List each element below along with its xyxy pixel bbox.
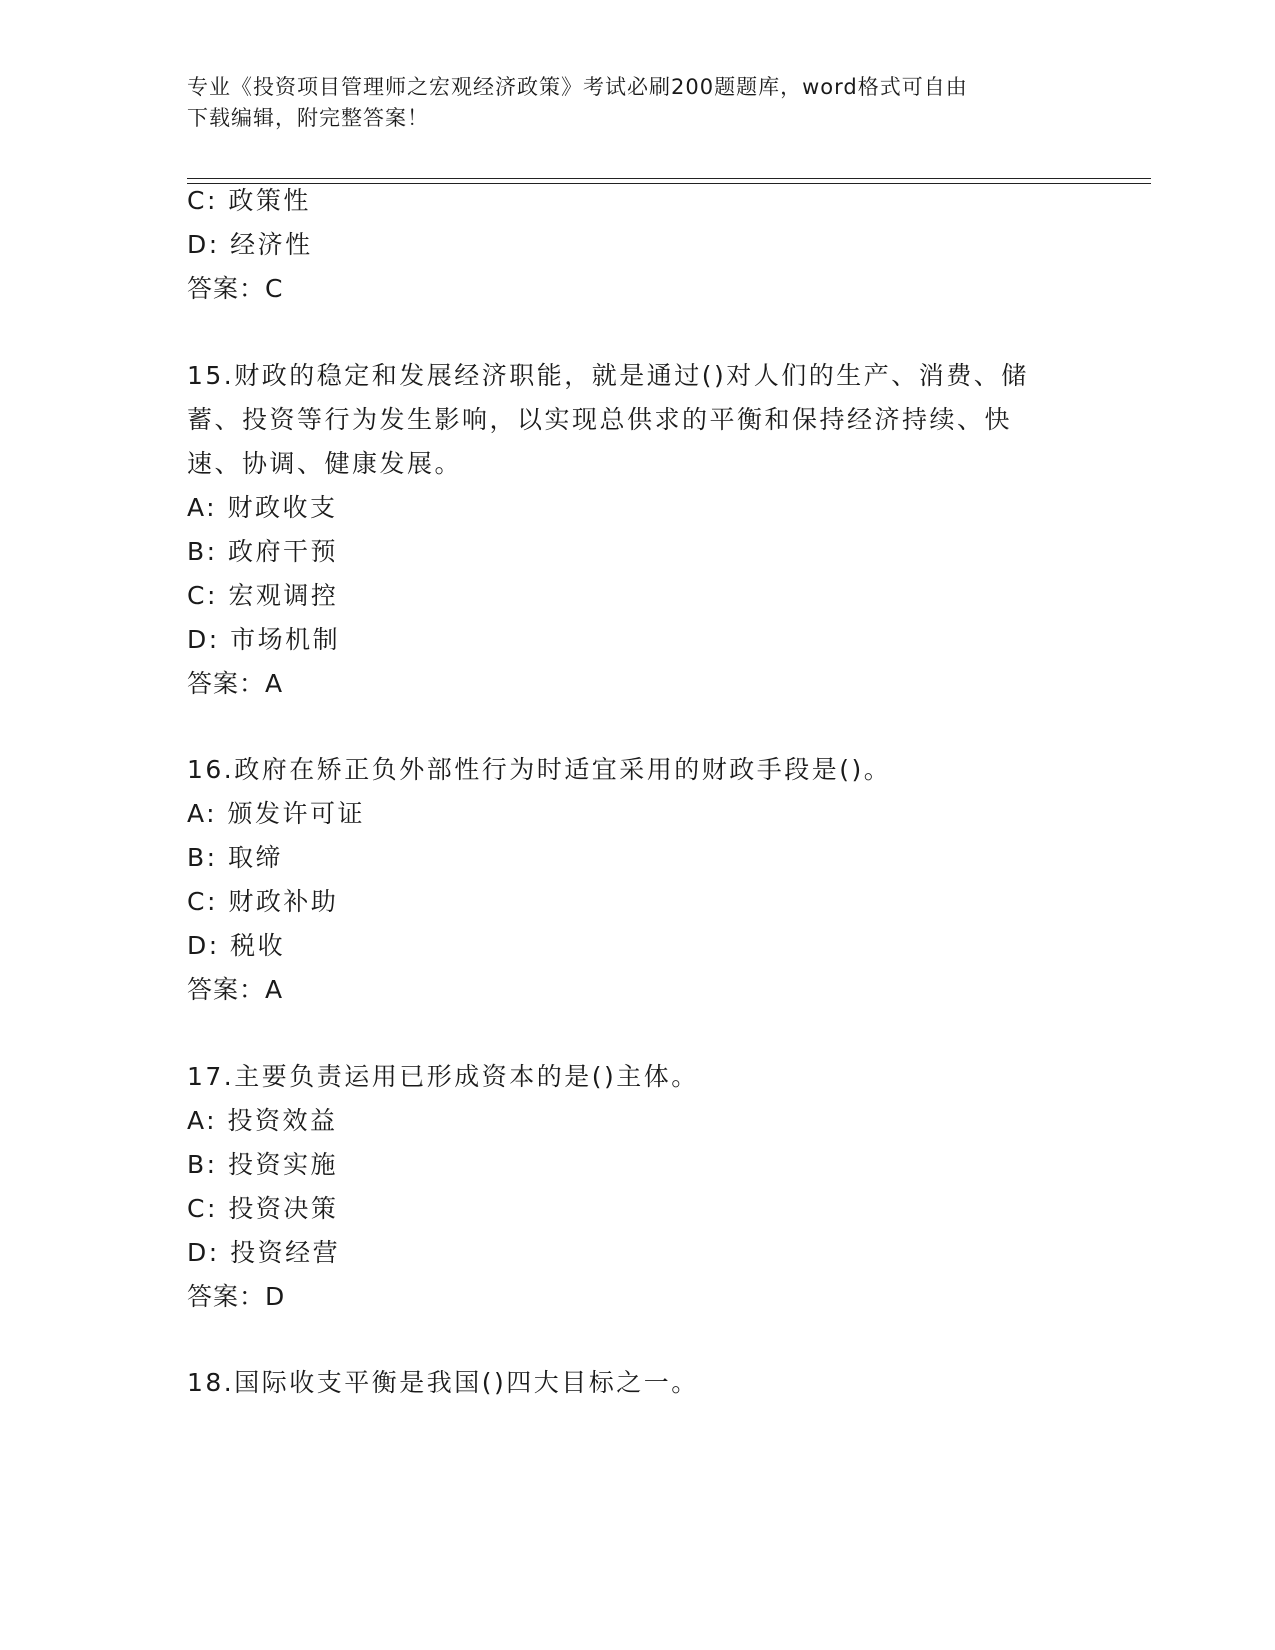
q16-answer: 答案：A — [187, 975, 284, 1004]
header-divider-bottom — [187, 183, 1151, 184]
q15-stem-line-3: 速、协调、健康发展。 — [187, 449, 463, 478]
q15-stem-line-2: 蓄、投资等行为发生影响，以实现总供求的平衡和保持经济持续、快 — [187, 405, 1013, 434]
header-line-1: 专业《投资项目管理师之宏观经济政策》考试必刷200题题库，word格式可自由 — [187, 75, 968, 99]
prev-option-c: C: 政策性 — [187, 186, 311, 215]
header-line-2: 下载编辑，附完整答案！ — [187, 106, 429, 130]
q15-option-c: C: 宏观调控 — [187, 581, 339, 610]
q15-option-b: B: 政府干预 — [187, 537, 339, 566]
q15-answer: 答案：A — [187, 669, 284, 698]
q15-option-a: A: 财政收支 — [187, 493, 338, 522]
q17-option-a: A: 投资效益 — [187, 1106, 338, 1135]
q15-stem-line-1: 15.财政的稳定和发展经济职能，就是通过()对人们的生产、消费、储 — [187, 361, 1029, 390]
q16-option-b: B: 取缔 — [187, 843, 284, 872]
prev-option-d: D: 经济性 — [187, 230, 313, 259]
q15-option-d: D: 市场机制 — [187, 625, 341, 654]
q16-stem-line-1: 16.政府在矫正负外部性行为时适宜采用的财政手段是()。 — [187, 755, 892, 784]
header-divider-top — [187, 178, 1151, 179]
q18-stem-line-1: 18.国际收支平衡是我国()四大目标之一。 — [187, 1368, 699, 1397]
q16-option-d: D: 税收 — [187, 931, 286, 960]
q17-stem-line-1: 17.主要负责运用已形成资本的是()主体。 — [187, 1062, 699, 1091]
q16-option-a: A: 颁发许可证 — [187, 799, 366, 828]
q17-option-c: C: 投资决策 — [187, 1194, 339, 1223]
q17-option-d: D: 投资经营 — [187, 1238, 341, 1267]
document-header — [187, 72, 1067, 134]
prev-answer: 答案：C — [187, 274, 284, 303]
q17-answer: 答案：D — [187, 1282, 286, 1311]
q16-option-c: C: 财政补助 — [187, 887, 339, 916]
q17-option-b: B: 投资实施 — [187, 1150, 339, 1179]
